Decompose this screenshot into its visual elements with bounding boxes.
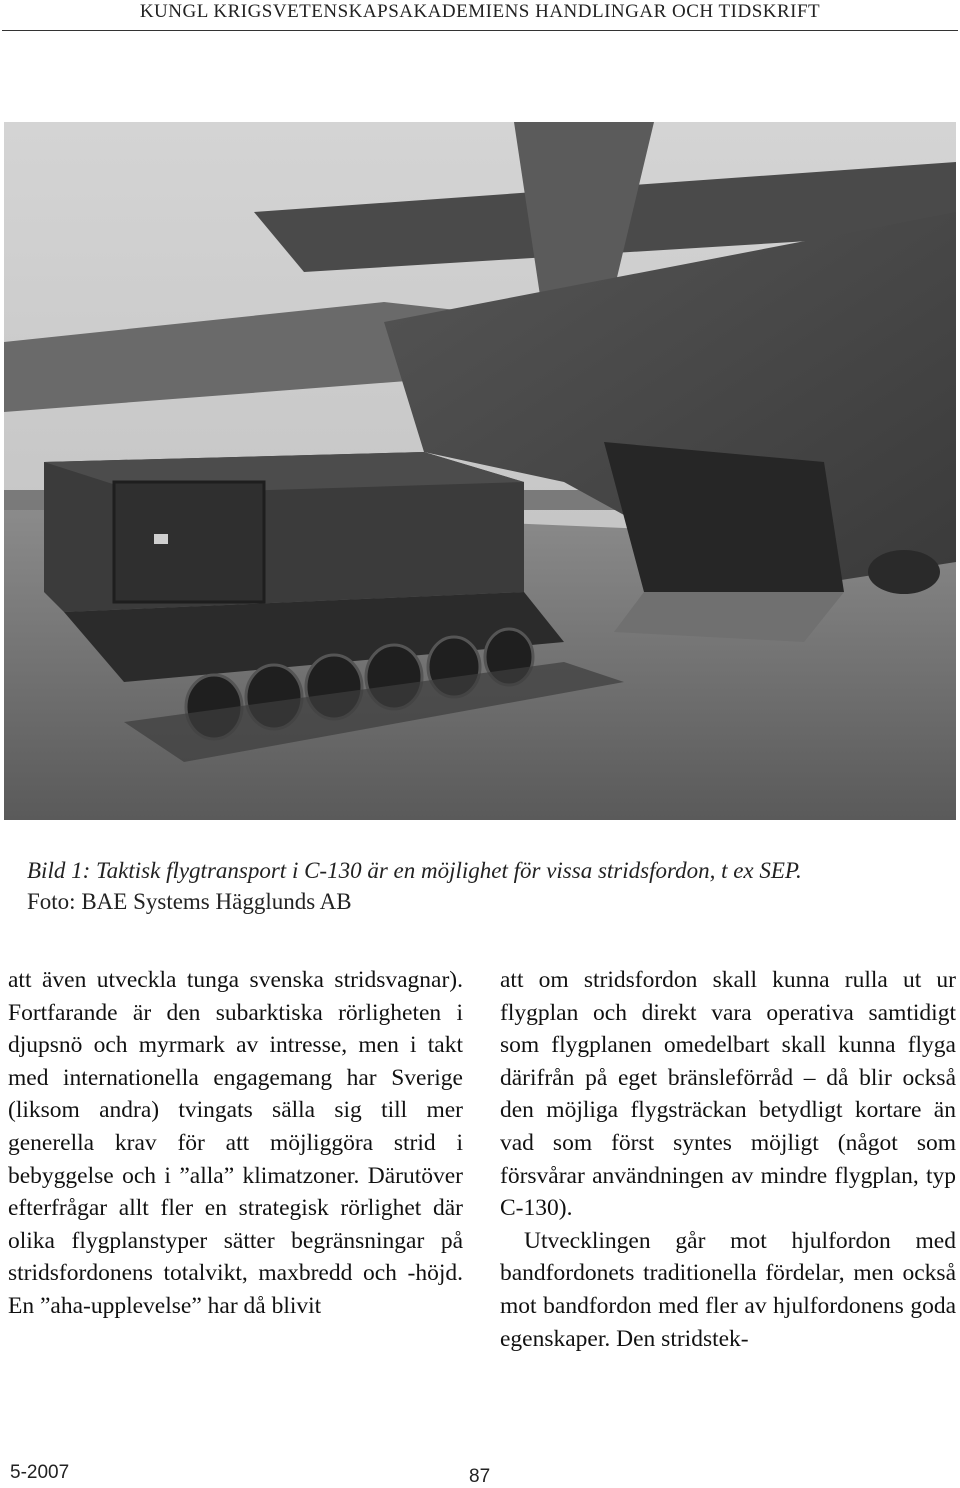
caption-text: Bild 1: Taktisk flygtransport i C-130 är en möjlighet för vissa stridsfordon, t ex SEP. [27,858,802,883]
body-paragraph: Utvecklingen går mot hjulfordon med bandfordonets traditionella fördelar, men också mot bandfordon med fler av hjulfordonens goda egenskaper. Den stridstek- [500,1227,956,1352]
figure-caption [27,855,927,917]
body-paragraph: att om stridsfordon skall kunna rulla ut ur flygplan och direkt vara operativa samtidigt som flygplanen omedelbart skall kunna flyga därifrån på eget bränsleförråd – då blir också den möjliga flygsträckan betydligt kortare än vad som först syntes möjligt (något som försvårar användningen av mindre flygplan, typ C-130). [500,967,956,1222]
page-number: 87 [469,1466,491,1487]
photo-credit: Foto: BAE Systems Hägglunds AB [27,889,352,914]
body-paragraph: att även utveckla tunga svenska stridsvagnar). Fortfarande är den subarktiska rörligheten i djupsnö och myrmark av intresse, men i takt med internationella engagemang har Sverige (liksom andra) tvingats sälla sig till mer generella krav för att möjliggöra strid i bebyggelse och i ”alla” klimatzoner. Därutöver efterfrågar allt fler en strategisk rörlighet där olika flygplanstyper sätter begränsningar på stridsfordonens totalvikt, maxbredd och -höjd. En ”aha-upplevelse” har då blivit [8,967,463,1319]
body-column-left [8,964,463,1323]
figure-photo [4,122,956,820]
issue-number: 5-2007 [10,1462,70,1483]
body-column-right [500,964,956,1355]
running-title: KUNGL KRIGSVETENSKAPSAKADEMIENS HANDLINGAR OCH TIDSKRIFT [139,1,821,22]
header-rule [2,30,958,31]
